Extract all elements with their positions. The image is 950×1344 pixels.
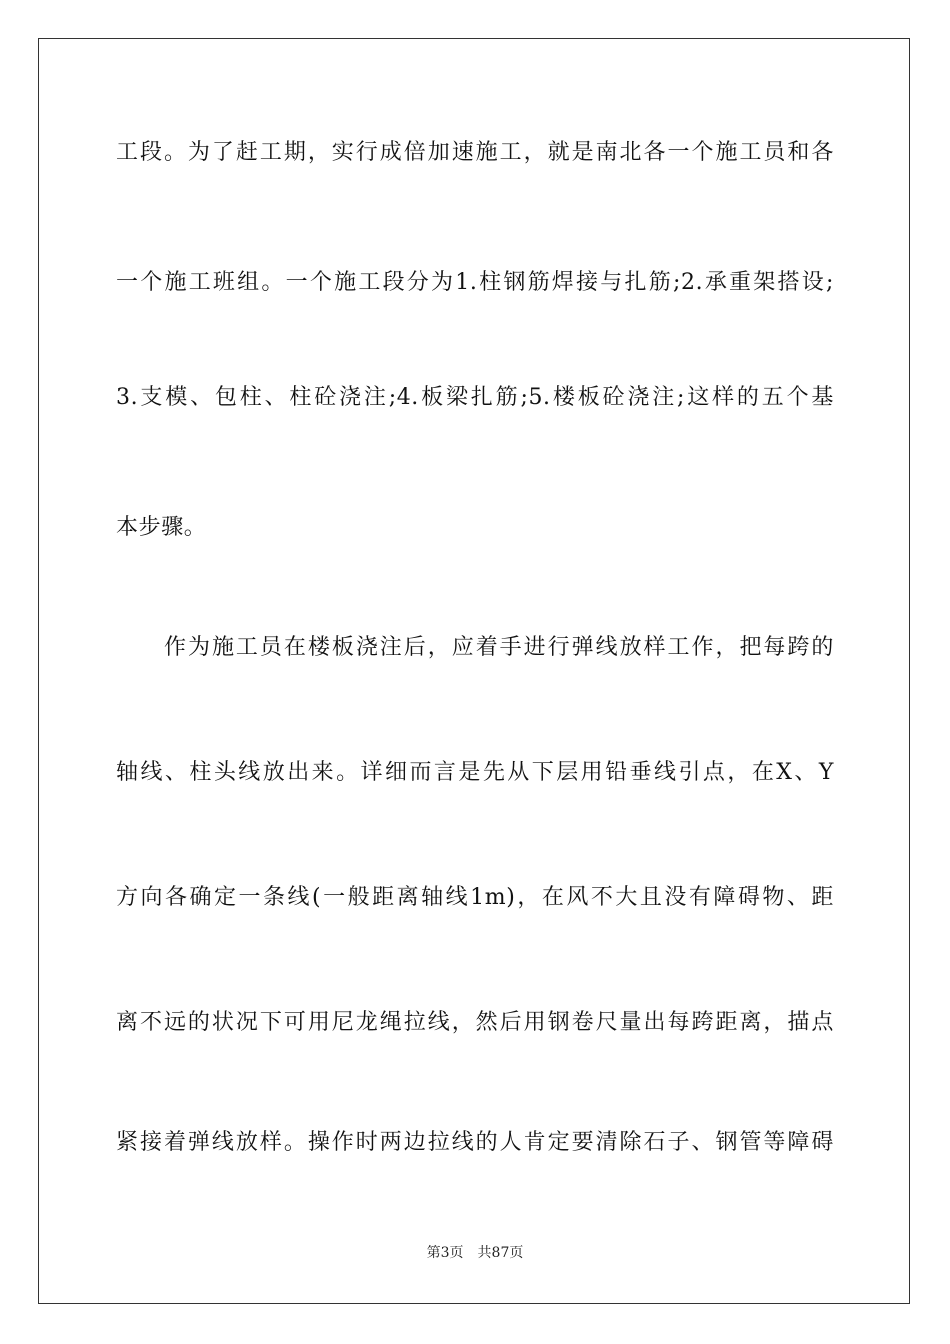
page-footer xyxy=(0,1244,950,1262)
body-line-3: 3.支模、包柱、柱砼浇注;4.板梁扎筋;5.楼板砼浇注;这样的五个基 xyxy=(116,385,834,410)
body-line-2: 一个施工班组。一个施工段分为1.柱钢筋焊接与扎筋;2.承重架搭设; xyxy=(116,270,834,295)
body-line-1: 工段。为了赶工期，实行成倍加速施工，就是南北各一个施工员和各 xyxy=(116,140,834,165)
body-line-9: 紧接着弹线放样。操作时两边拉线的人肯定要清除石子、钢管等障碍 xyxy=(116,1130,834,1155)
page-border xyxy=(38,38,910,1304)
page-total: 共87页 xyxy=(477,1245,524,1261)
body-line-5: 作为施工员在楼板浇注后，应着手进行弹线放样工作，把每跨的 xyxy=(164,635,834,660)
page-number: 第3页 xyxy=(426,1245,464,1261)
body-line-6: 轴线、柱头线放出来。详细而言是先从下层用铅垂线引点，在X、Y xyxy=(116,760,834,785)
body-line-8: 离不远的状况下可用尼龙绳拉线，然后用钢卷尺量出每跨距离，描点 xyxy=(116,1010,834,1035)
body-line-4: 本步骤。 xyxy=(116,515,207,540)
body-line-7: 方向各确定一条线(一般距离轴线1m)，在风不大且没有障碍物、距 xyxy=(116,885,834,910)
